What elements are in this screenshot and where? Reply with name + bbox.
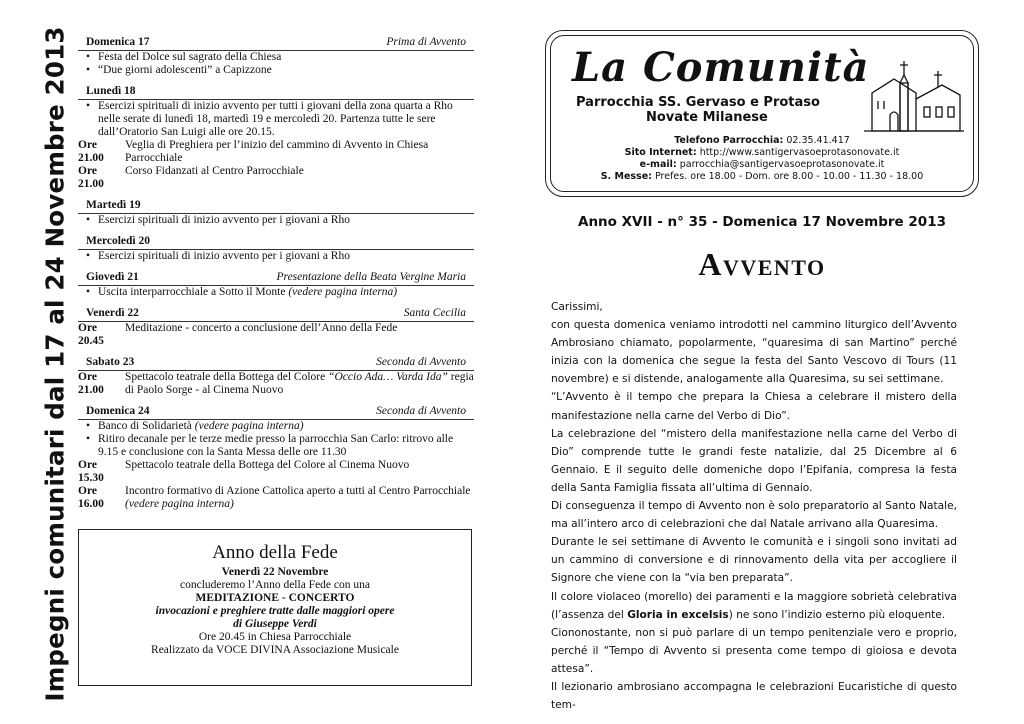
event-description bbox=[125, 459, 409, 485]
day-header bbox=[78, 85, 474, 100]
event-description bbox=[125, 322, 397, 348]
issue-line: Anno XVII - n° 35 - Domenica 17 Novembre 2013 bbox=[578, 214, 946, 230]
article-paragraph: “L’Avvento è il tempo che prepara la Chiesa a celebrare il mistero della manifestazione nella carne del Verbo di Dio”. bbox=[551, 391, 957, 422]
article-paragraph: con questa domenica veniamo introdotti nel cammino liturgico dell’Avvento Ambrosiano chiamato, popolarmente, “quaresima di san Martino” perché inizia con la domenica che segue la festa del Santo Vescovo di Tours (11 novembre) e si distende, analogamente alla Quaresima, su sei settimane. bbox=[551, 319, 957, 386]
email-row: e-mail: parrocchia@santigervasoeprotasonovate.it bbox=[639, 159, 885, 170]
day-block bbox=[78, 85, 474, 191]
schedule-timed-item bbox=[78, 322, 474, 348]
day-name: Domenica 17 bbox=[86, 36, 150, 48]
day-name: Domenica 24 bbox=[86, 405, 150, 417]
article-paragraph: La celebrazione del “mistero della manifestazione nella carne del Verbo di Dio” comprende tutte le grandi feste natalizie, dal 25 Dicembre al 6 Gennaio. E il seguito delle domeniche dopo l’Epifania, compresa la festa della Santa Famiglia fissata all’ultima di Gennaio. bbox=[551, 427, 957, 494]
day-header bbox=[78, 199, 474, 214]
schedule-timed-item bbox=[78, 139, 474, 165]
fede-line4: di Giuseppe Verdi bbox=[233, 618, 317, 630]
event-description bbox=[125, 371, 474, 397]
email-link[interactable]: parrocchia@santigervasoeprotasonovate.it bbox=[679, 159, 885, 170]
event-text: “Due giorni adolescenti” a Capizzone bbox=[98, 64, 272, 76]
event-text: Veglia di Preghiera per l’inizio del cammino di Avvento in Chiesa Parrocchiale bbox=[125, 139, 429, 164]
day-name: Giovedì 21 bbox=[86, 271, 139, 283]
day-feast: Seconda di Avvento bbox=[376, 356, 466, 368]
event-note: (vedere pagina interna) bbox=[125, 498, 234, 510]
article-body bbox=[551, 298, 957, 714]
event-text: Spettacolo teatrale della Bottega del Colore al Cinema Nuovo bbox=[125, 459, 410, 471]
event-description bbox=[125, 139, 474, 165]
article-paragraph: Il colore violaceo (morello) dei paramenti e la maggiore sobrietà celebrativa (l’assenza del Gloria in excelsis) ne sono l’indizio esterno più eloquente. bbox=[551, 590, 957, 621]
day-header bbox=[78, 405, 474, 420]
event-time: Ore 20.45 bbox=[78, 322, 104, 347]
event-text: Banco di Solidarietà bbox=[98, 420, 192, 432]
fede-date: Venerdì 22 Novembre bbox=[221, 566, 329, 578]
day-feast: Santa Cecilia bbox=[403, 307, 466, 319]
fede-line5: Ore 20.45 in Chiesa Parrocchiale bbox=[198, 631, 352, 643]
event-text-cont: regia di Paolo Sorge - al Cinema Nuovo bbox=[125, 371, 474, 396]
day-name: Mercoledì 20 bbox=[86, 235, 150, 247]
event-time: Ore 16.00 bbox=[78, 485, 104, 510]
banner-text: Impegni comunitari dal 17 al 24 Novembre 2013 bbox=[40, 26, 70, 702]
event-text: Incontro formativo di Azione Cattolica aperto a tutti al Centro Parrocchiale bbox=[125, 485, 471, 497]
fede-line2: MEDITAZIONE - CONCERTO bbox=[195, 592, 355, 604]
schedule-bullet-item bbox=[78, 64, 474, 77]
day-name: Sabato 23 bbox=[86, 356, 135, 368]
schedule-bullet-item bbox=[78, 433, 474, 459]
article-paragraph: Ciononostante, non si può parlare di un tempo penitenziale vero e proprio, perché il “Tempo di Avvento si presenta come tempo di gioiosa e devota attesa”. bbox=[551, 626, 957, 675]
fede-line3: invocazioni e preghiere tratte dalle maggiori opere bbox=[155, 605, 395, 617]
schedule-timed-item bbox=[78, 459, 474, 485]
schedule-list bbox=[78, 36, 474, 519]
article-paragraph: Il lezionario ambrosiano accompagna le celebrazioni Eucaristiche di questo tem- bbox=[551, 680, 957, 712]
event-text: Esercizi spirituali di inizio avvento per tutti i giovani della zona quarta a Rho nelle serate di lunedì 18, martedì 19 e mercoledì 20. Partenza tutte le sere dall’Oratorio San Luigi alle ore 20.15. bbox=[98, 100, 453, 138]
phone-number: 02.35.41.417 bbox=[786, 135, 850, 146]
website-row: Sito Internet: http://www.santigervasoeprotasonovate.it bbox=[624, 147, 900, 158]
schedule-bullet-item bbox=[78, 51, 474, 64]
schedule-timed-item bbox=[78, 485, 474, 511]
event-text: Esercizi spirituali di inizio avvento per i giovani a Rho bbox=[98, 250, 350, 262]
day-name: Venerdì 22 bbox=[86, 307, 139, 319]
event-text: Corso Fidanzati al Centro Parrocchiale bbox=[125, 165, 304, 177]
website-link[interactable]: http://www.santigervasoeprotasonovate.it bbox=[699, 147, 900, 158]
article-title: Avvento bbox=[698, 246, 826, 282]
article-paragraph: Durante le sei settimane di Avvento le comunità e i singoli sono invitati ad un cammino di conversione e di rinnovamento della vita per accogliere il Signore che viene con la “via ben preparata”. bbox=[551, 536, 957, 585]
day-block bbox=[78, 36, 474, 77]
day-block bbox=[78, 405, 474, 511]
day-header bbox=[78, 235, 474, 250]
phone-row: Telefono Parrocchia: 02.35.41.417 bbox=[674, 135, 850, 146]
parish-town: Novate Milanese bbox=[646, 110, 768, 125]
event-note: (vedere pagina interna) bbox=[288, 286, 398, 298]
schedule-bullet-item bbox=[78, 420, 474, 433]
schedule-timed-item bbox=[78, 371, 474, 397]
event-text: Esercizi spirituali di inizio avvento per i giovani a Rho bbox=[98, 214, 350, 226]
event-description bbox=[125, 165, 304, 191]
day-block bbox=[78, 199, 474, 227]
day-header bbox=[78, 307, 474, 322]
anno-della-fede-box bbox=[78, 529, 472, 686]
day-block bbox=[78, 307, 474, 348]
article-paragraph: Carissimi, bbox=[551, 301, 603, 313]
article-paragraph: Di conseguenza il tempo di Avvento non è solo preparatorio al Santo Natale, ma all’intero arco di celebrazioni che dal Natale arrivano alla Quaresima. bbox=[551, 500, 957, 531]
fede-title: Anno della Fede bbox=[212, 542, 338, 563]
day-block bbox=[78, 271, 474, 299]
vertical-banner bbox=[40, 26, 70, 702]
event-time: Ore 21.00 bbox=[78, 165, 104, 190]
event-text: Ritiro decanale per le terze medie presso la parrocchia San Carlo: ritrovo alle 9.15 e conclusione con la Santa Messa delle ore 11.30 bbox=[98, 433, 454, 458]
day-header bbox=[78, 356, 474, 371]
schedule-bullet-item bbox=[78, 100, 474, 139]
gloria-emphasis: Gloria in excelsis bbox=[627, 608, 729, 621]
day-name: Martedì 19 bbox=[86, 199, 141, 211]
mass-times: Prefes. ore 18.00 - Dom. ore 8.00 - 10.00 - 11.30 - 18.00 bbox=[654, 171, 924, 182]
day-header bbox=[78, 271, 474, 286]
event-text: Spettacolo teatrale della Bottega del Colore bbox=[125, 371, 326, 383]
schedule-bullet-item bbox=[78, 250, 474, 263]
schedule-timed-item bbox=[78, 165, 474, 191]
masthead-title: La Comunità bbox=[572, 44, 870, 91]
event-time: Ore 21.00 bbox=[78, 371, 104, 396]
schedule-bullet-item bbox=[78, 214, 474, 227]
masthead-box bbox=[545, 30, 979, 197]
event-text: Uscita interparrocchiale a Sotto il Monte bbox=[98, 286, 286, 298]
fede-line1: concluderemo l’Anno della Fede con una bbox=[179, 579, 370, 591]
event-time: Ore 21.00 bbox=[78, 139, 104, 164]
event-description bbox=[125, 485, 474, 511]
event-text: Festa del Dolce sul sagrato della Chiesa bbox=[98, 51, 282, 63]
day-feast: Seconda di Avvento bbox=[376, 405, 466, 417]
event-note: “Occio Ada… Varda Ida” bbox=[328, 371, 448, 383]
event-time: Ore 15.30 bbox=[78, 459, 104, 484]
day-name: Lunedì 18 bbox=[86, 85, 136, 97]
event-text: Meditazione - concerto a conclusione dell’Anno della Fede bbox=[125, 322, 398, 334]
mass-times-row: S. Messe: Prefes. ore 18.00 - Dom. ore 8.00 - 10.00 - 11.30 - 18.00 bbox=[600, 171, 924, 182]
day-header bbox=[78, 36, 474, 51]
day-block bbox=[78, 356, 474, 397]
church-icon bbox=[864, 53, 964, 133]
day-feast: Prima di Avvento bbox=[386, 36, 466, 48]
fede-line6: Realizzato da VOCE DIVINA Associazione Musicale bbox=[151, 644, 399, 656]
parish-name: Parrocchia SS. Gervaso e Protaso bbox=[576, 95, 820, 110]
day-block bbox=[78, 235, 474, 263]
schedule-bullet-item bbox=[78, 286, 474, 299]
event-note: (vedere pagina interna) bbox=[194, 420, 304, 432]
day-feast: Presentazione della Beata Vergine Maria bbox=[276, 271, 466, 283]
